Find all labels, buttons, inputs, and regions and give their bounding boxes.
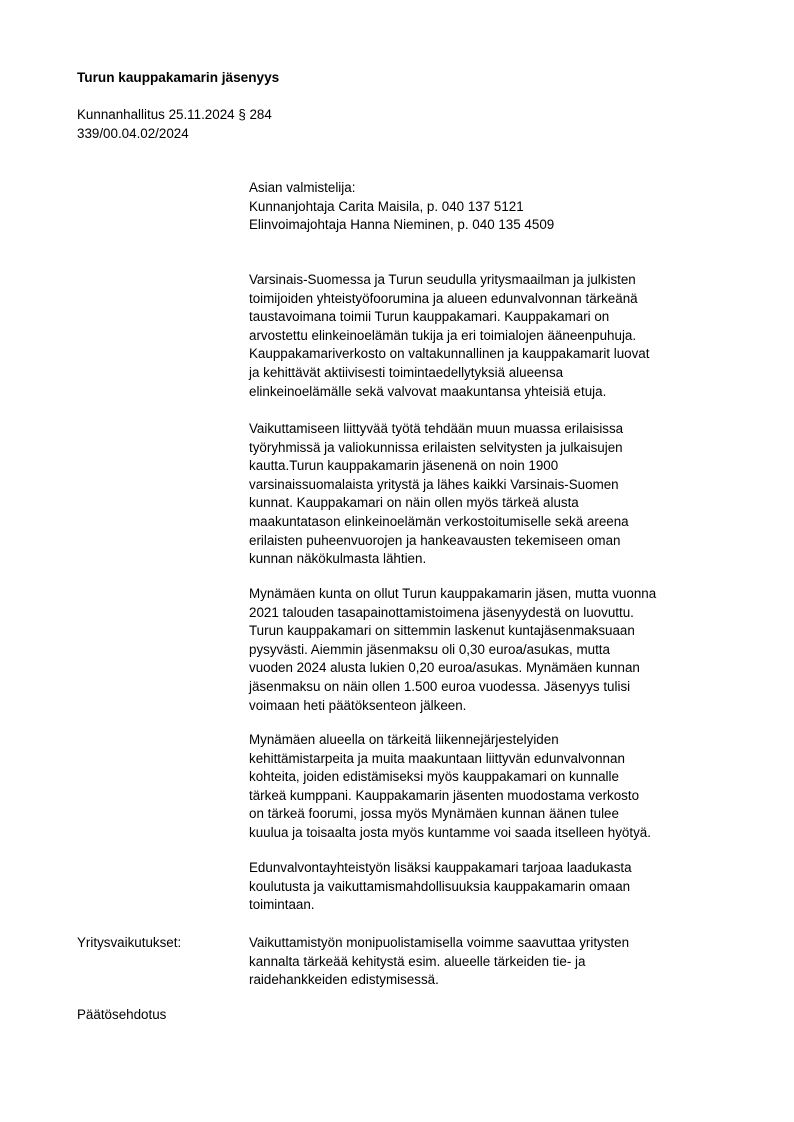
business-impacts-label: Yritysvaikutukset:: [77, 935, 182, 950]
text-line: kannalta tärkeää kehitystä esim. alueelle tärkeiden tie- ja: [249, 953, 586, 969]
record-number: 339/00.04.02/2024: [77, 125, 189, 141]
text-line: elinkeinoelämälle sekä valvovat maakuntansa yhteisiä etuja.: [249, 383, 607, 399]
text-line: kuulua ja toisaalta josta myös kuntamme voi saada itselleen hyötyä.: [249, 824, 651, 840]
text-line: ja kehittävät aktiivisesti toimintaedellytyksiä alueensa: [249, 364, 564, 380]
text-line: kohteita, joiden edistämiseksi myös kauppakamari on kunnalle: [249, 769, 619, 785]
text-line: Edunvalvontayhteistyön lisäksi kauppakamari tarjoaa laadukasta: [249, 860, 632, 875]
text-line: voimaan heti päätöksenteon jälkeen.: [249, 697, 467, 713]
text-line: erilaisten puheenvuorojen ja hankeavausten tekemiseen oman: [249, 532, 621, 548]
text-line: pysyvästi. Aiemmin jäsenmaksu oli 0,30 euroa/asukas, mutta: [249, 641, 610, 657]
document-title: Turun kauppakamarin jäsenyys: [77, 70, 280, 85]
text-line: tärkeä kumppani. Kauppakamarin jäsenten muodostama verkosto: [249, 787, 640, 803]
paragraph-training: [249, 859, 739, 915]
text-line: vuoden 2024 alusta lukien 0,20 euroa/asukas. Mynämäen kunnan: [249, 660, 640, 676]
text-line: taustavoimana toimii Turun kauppakamari. Kauppakamari on: [249, 309, 610, 325]
text-line: 2021 talouden tasapainottamistoimena jäsenyydestä on luovuttu.: [249, 604, 634, 620]
paragraph-chamber-intro: [249, 271, 739, 401]
business-impacts-text: [249, 934, 739, 990]
text-line: kehittämistarpeita ja muita maakuntaan liittyvän edunvalvonnan: [249, 750, 625, 766]
preparer-section: [249, 179, 739, 235]
text-line: kautta.Turun kauppakamarin jäsenenä on noin 1900: [249, 458, 559, 474]
preparer-line: Elinvoimajohtaja Hanna Nieminen, p. 040 135 4509: [249, 217, 555, 233]
paragraph-regional-needs: [249, 731, 739, 843]
text-line: Vaikuttamistyön monipuolistamisella voimme saavuttaa yritysten: [249, 935, 630, 950]
text-line: Vaikuttamiseen liittyvää työtä tehdään muun muassa erilaisissa: [249, 421, 624, 436]
text-line: Mynämäen kunta on ollut Turun kauppakamarin jäsen, mutta vuonna: [249, 586, 657, 601]
text-line: kunnat. Kauppakamari on näin ollen myös tärkeä alusta: [249, 495, 579, 511]
preparer-heading: Asian valmistelija:: [249, 180, 356, 195]
paragraph-influence-work: [249, 420, 739, 569]
text-line: maakuntatason elinkeinoelämän verkostoitumiselle sekä areena: [249, 513, 629, 529]
meeting-meta: [77, 106, 272, 143]
text-line: Turun kauppakamari on sittemmin laskenut kuntajäsenmaksuaan: [249, 623, 635, 639]
meeting-reference: Kunnanhallitus 25.11.2024 § 284: [77, 107, 272, 122]
text-line: on tärkeä foorumi, jossa myös Mynämäen kunnan äänen tulee: [249, 806, 619, 822]
preparer-line: Kunnanjohtaja Carita Maisila, p. 040 137 5121: [249, 198, 524, 214]
text-line: kunnan näkökulmasta lähtien.: [249, 551, 427, 567]
text-line: raidehankkeiden edistymisessä.: [249, 972, 439, 988]
text-line: toimintaan.: [249, 897, 315, 913]
text-line: arvostettu elinkeinoelämän tukija ja eri toimialojen ääneenpuhuja.: [249, 327, 637, 343]
text-line: Kauppakamariverkosto on valtakunnallinen ja kauppakamarit luovat: [249, 346, 650, 362]
text-line: Varsinais-Suomessa ja Turun seudulla yritysmaailman ja julkisten: [249, 272, 636, 287]
text-line: toimijoiden yhteistyöfoorumina ja alueen edunvalvonnan tärkeänä: [249, 290, 638, 306]
text-line: varsinaissuomalaista yritystä ja lähes kaikki Varsinais-Suomen: [249, 476, 619, 492]
text-line: jäsenmaksu on näin ollen 1.500 euroa vuodessa. Jäsenyys tulisi: [249, 678, 631, 694]
text-line: koulutusta ja vaikuttamismahdollisuuksia kauppakamarin omaan: [249, 878, 631, 894]
text-line: työryhmissä ja valiokunnissa erilaisten selvitysten ja julkaisujen: [249, 439, 623, 455]
paragraph-membership-fee: [249, 585, 739, 715]
text-line: Mynämäen alueella on tärkeitä liikennejärjestelyiden: [249, 732, 559, 747]
decision-proposal-label: Päätösehdotus: [77, 1007, 167, 1022]
